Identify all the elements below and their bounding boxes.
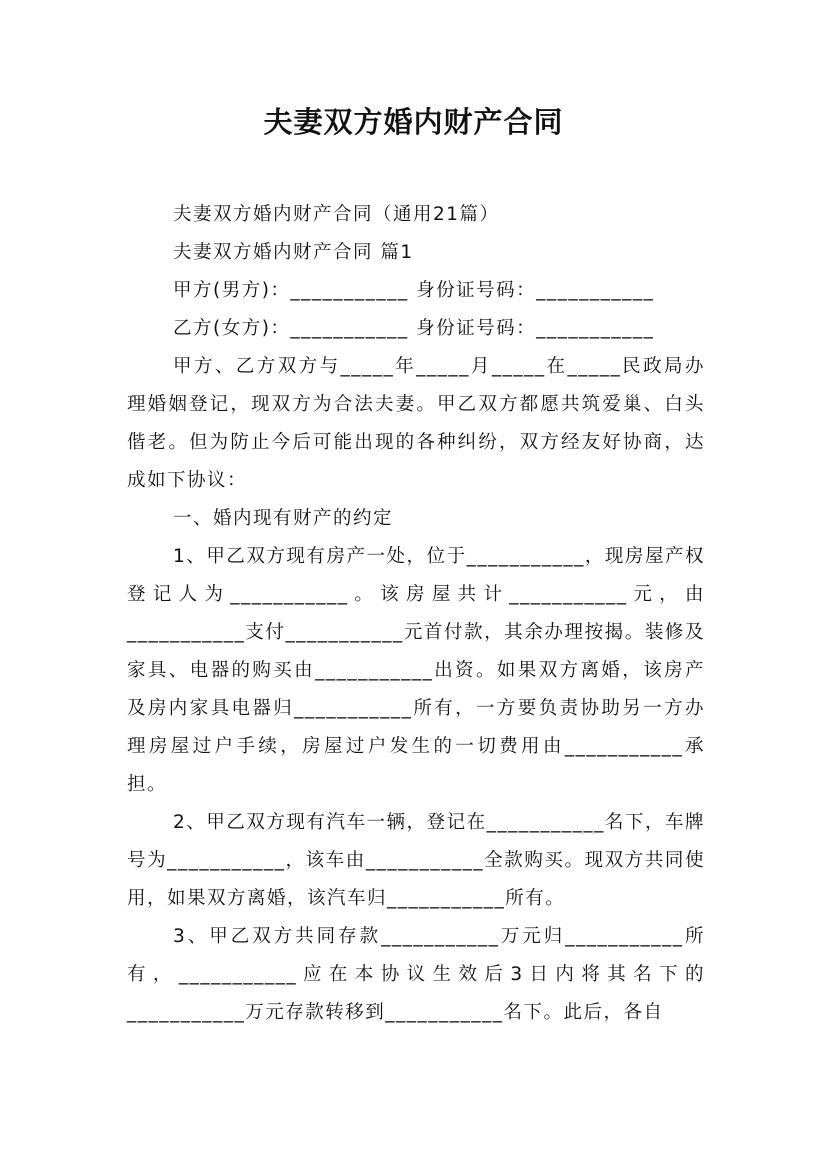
document-body	[127, 196, 705, 1032]
paragraph-section-heading: 夫妻双方婚内财产合同 篇1	[173, 242, 414, 263]
paragraph-preamble: 甲方、乙方双方与_____年_____月_____在_____民政局办理婚姻登记，现双方为合法夫妻。甲乙双方都愿共筑爱巢、白头偕老。但为防止今后可能出现的各种纠纷，双方经友好协商，达成如下协议：	[127, 356, 705, 491]
paragraph-clause-1: 1、甲乙双方现有房产一处，位于___________，现房屋产权登记人为___________。该房屋共计___________元，由___________支付___________元首付款，其余办理按揭。装修及家具、电器的购买由___________出资。如果双方离婚，该房产及房内家具电器归___________所有，一方要负责协助另一方办理房屋过户手续，房屋过户发生的一切费用由___________承担。	[127, 546, 705, 795]
paragraph-party-a: 甲方(男方)：___________ 身份证号码：___________	[173, 280, 655, 301]
paragraph-party-b: 乙方(女方)：___________ 身份证号码：___________	[173, 318, 655, 339]
paragraph-clause-2: 2、甲乙双方现有汽车一辆，登记在___________名下，车牌号为___________，该车由___________全款购买。现双方共同使用，如果双方离婚，该汽车归___________所有。	[127, 812, 705, 909]
paragraph-subtitle: 夫妻双方婚内财产合同（通用21篇）	[173, 204, 500, 225]
paragraph-article-heading: 一、婚内现有财产的约定	[173, 508, 394, 529]
document-title: 夫妻双方婚内财产合同	[263, 105, 564, 139]
paragraph-clause-3: 3、甲乙双方共同存款___________万元归___________所有，___________应在本协议生效后3日内将其名下的___________万元存款转移到___________名下。此后，各自	[127, 926, 705, 1023]
